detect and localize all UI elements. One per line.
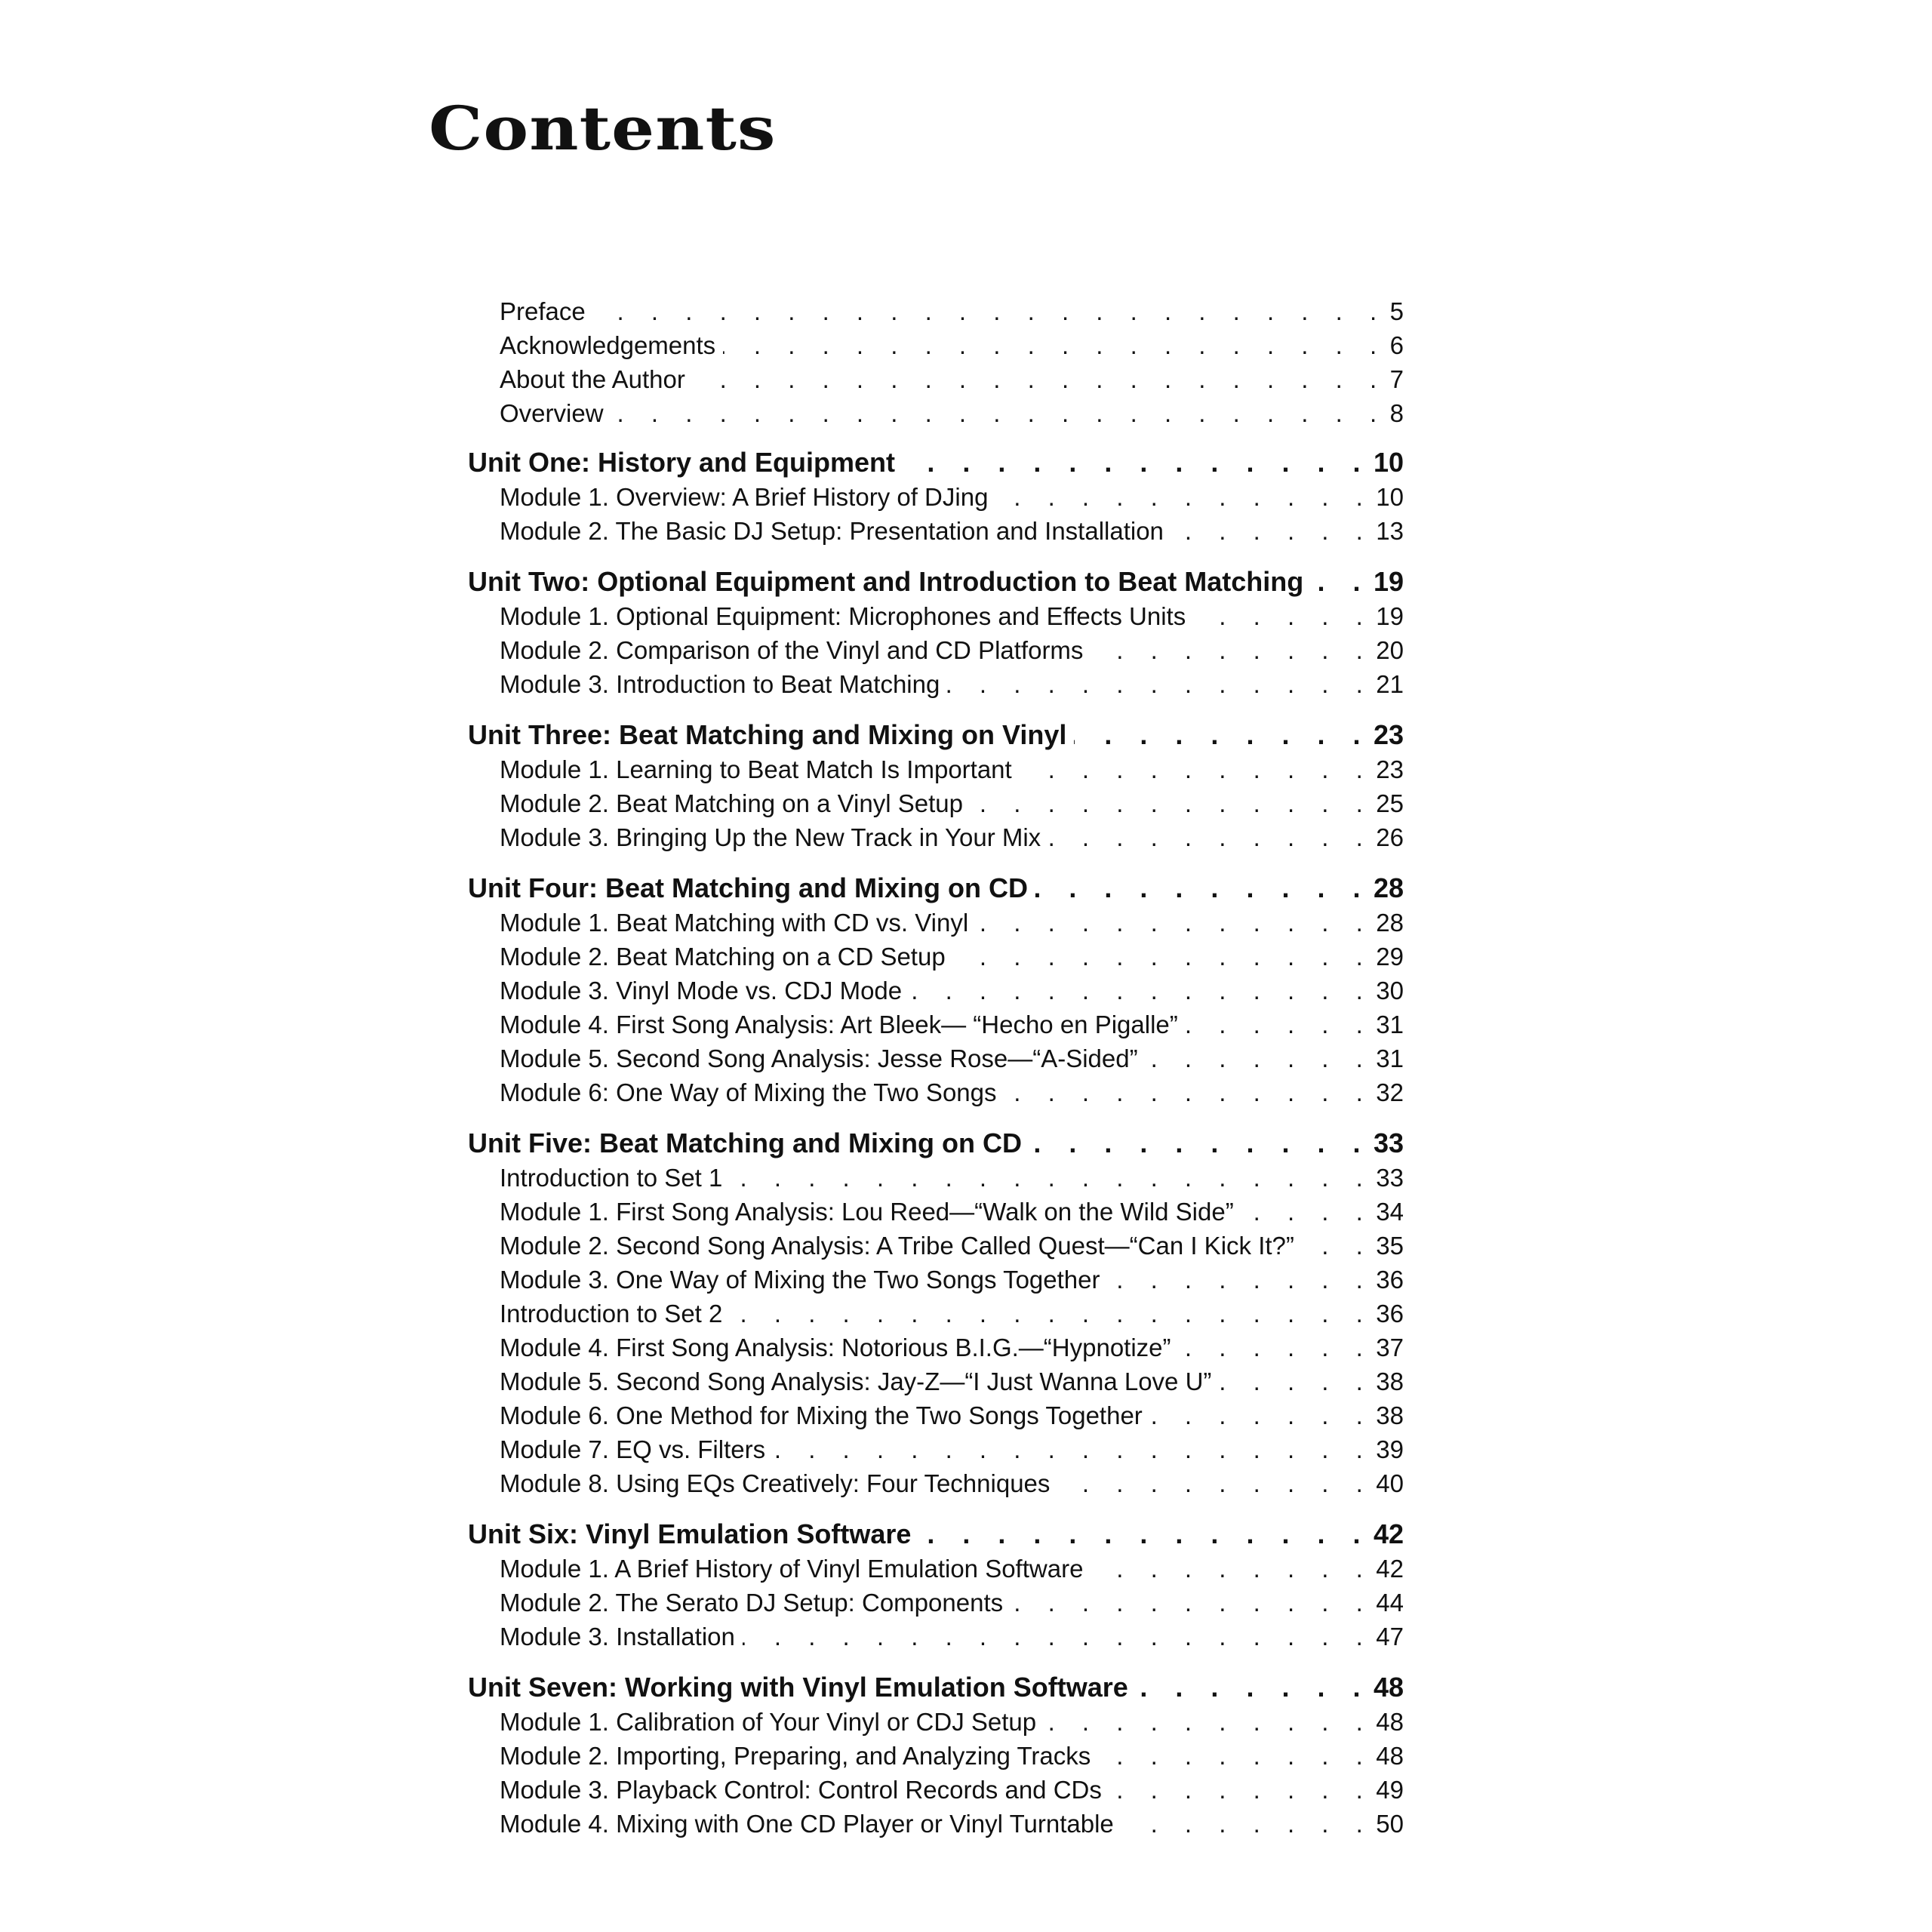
dot-leader — [693, 362, 1387, 396]
dot-leader — [1057, 1466, 1373, 1500]
unit-heading-label: Unit Five: Beat Matching and Mixing on CD — [468, 1128, 1023, 1158]
dot-leader — [1302, 1229, 1373, 1263]
dot-leader — [918, 1517, 1371, 1552]
module-entry — [468, 1773, 1404, 1807]
module-entry-label: Module 7. EQ vs. Filters — [500, 1435, 766, 1463]
module-entry-page-number: 38 — [1376, 1367, 1404, 1395]
module-entry-label: Module 6: One Way of Mixing the Two Songs — [500, 1078, 997, 1106]
module-entry-page-number: 32 — [1376, 1078, 1404, 1106]
module-entry-label: Module 1. Learning to Beat Match Is Important — [500, 755, 1012, 783]
unit-heading-page-number: 23 — [1373, 719, 1404, 750]
module-entry — [468, 1331, 1404, 1364]
module-entry-label: Module 1. A Brief History of Vinyl Emulation Software — [500, 1555, 1084, 1583]
front-matter-entry-label: Preface — [500, 297, 586, 325]
module-entry-label: Module 2. Importing, Preparing, and Analyzing Tracks — [500, 1742, 1091, 1770]
module-entry — [468, 1807, 1404, 1841]
dot-leader — [730, 1161, 1373, 1195]
module-entry-page-number: 23 — [1376, 755, 1404, 783]
module-entry-label: Module 1. First Song Analysis: Lou Reed—“Walk on the Wild Side” — [500, 1198, 1234, 1226]
dot-leader — [947, 667, 1373, 701]
unit-heading-label: Unit One: History and Equipment — [468, 447, 896, 478]
module-entry — [468, 1466, 1404, 1500]
front-matter-entry-page-number: 5 — [1389, 297, 1404, 325]
unit-heading — [468, 565, 1404, 599]
front-matter-entry-page-number: 7 — [1389, 365, 1404, 393]
module-entry-page-number: 30 — [1376, 977, 1404, 1004]
dot-leader — [903, 445, 1371, 480]
module-entry-label: Module 5. Second Song Analysis: Jesse Rose—“A-Sided” — [500, 1044, 1138, 1072]
dot-leader — [1020, 752, 1374, 786]
module-entry — [468, 940, 1404, 974]
unit-heading-page-number: 48 — [1373, 1672, 1404, 1703]
dot-leader — [1186, 1008, 1374, 1041]
front-matter-section — [468, 294, 1404, 430]
module-entry-label: Introduction to Set 1 — [500, 1164, 723, 1192]
dot-leader — [723, 328, 1386, 362]
front-matter-entry-page-number: 8 — [1389, 399, 1404, 427]
module-entry-label: Module 5. Second Song Analysis: Jay-Z—“I Just Wanna Love U” — [500, 1367, 1212, 1395]
module-entry-page-number: 25 — [1376, 789, 1404, 817]
module-entry-page-number: 28 — [1376, 909, 1404, 937]
dot-leader — [1146, 1041, 1374, 1075]
module-entry — [468, 633, 1404, 667]
module-entry — [468, 1008, 1404, 1041]
dot-leader — [1091, 633, 1373, 667]
module-entry-label: Module 4. First Song Analysis: Notorious B.I.G.—“Hypnotize” — [500, 1334, 1171, 1361]
module-entry-page-number: 36 — [1376, 1266, 1404, 1294]
dot-leader — [1074, 718, 1371, 752]
module-entry-page-number: 37 — [1376, 1334, 1404, 1361]
dot-leader — [1044, 1705, 1373, 1739]
unit-heading — [468, 718, 1404, 752]
dot-leader — [730, 1297, 1373, 1331]
module-entry — [468, 480, 1404, 514]
unit-heading-label: Unit Seven: Working with Vinyl Emulation Software — [468, 1672, 1128, 1703]
dot-leader — [1219, 1364, 1373, 1398]
module-entry — [468, 1398, 1404, 1432]
unit-heading-label: Unit Three: Beat Matching and Mixing on Vinyl — [468, 719, 1067, 750]
module-entry — [468, 1586, 1404, 1620]
module-entry-label: Module 2. The Serato DJ Setup: Components — [500, 1589, 1004, 1617]
module-entry-page-number: 31 — [1376, 1044, 1404, 1072]
module-entry-page-number: 42 — [1376, 1555, 1404, 1583]
module-entry-page-number: 31 — [1376, 1011, 1404, 1038]
front-matter-entry — [468, 294, 1404, 328]
dot-leader — [909, 974, 1373, 1008]
module-entry — [468, 1075, 1404, 1109]
module-entry-label: Module 1. Overview: A Brief History of DJing — [500, 483, 989, 511]
unit-heading — [468, 1126, 1404, 1161]
dot-leader — [1121, 1807, 1374, 1841]
dot-leader — [1035, 871, 1371, 906]
unit-heading-page-number: 42 — [1373, 1518, 1404, 1549]
unit-section — [468, 1517, 1404, 1654]
module-entry — [468, 1229, 1404, 1263]
module-entry-page-number: 48 — [1376, 1708, 1404, 1736]
module-entry-page-number: 29 — [1376, 943, 1404, 971]
unit-heading — [468, 1517, 1404, 1552]
unit-section — [468, 1670, 1404, 1841]
module-entry-page-number: 21 — [1376, 670, 1404, 698]
front-matter-entry-label: Overview — [500, 399, 604, 427]
module-entry-page-number: 40 — [1376, 1469, 1404, 1497]
unit-heading-page-number: 28 — [1373, 872, 1404, 903]
dot-leader — [1136, 1670, 1371, 1705]
module-entry-label: Module 3. Vinyl Mode vs. CDJ Mode — [500, 977, 903, 1004]
module-entry — [468, 786, 1404, 820]
front-matter-entry-label: About the Author — [500, 365, 685, 393]
module-entry — [468, 974, 1404, 1008]
module-entry — [468, 820, 1404, 854]
dot-leader — [1150, 1398, 1374, 1432]
dot-leader — [743, 1620, 1373, 1654]
unit-heading — [468, 445, 1404, 480]
unit-heading-label: Unit Four: Beat Matching and Mixing on CD — [468, 872, 1028, 903]
module-entry-label: Module 3. Installation — [500, 1623, 735, 1651]
module-entry-page-number: 33 — [1376, 1164, 1404, 1192]
dot-leader — [1311, 565, 1371, 599]
dot-leader — [953, 940, 1374, 974]
dot-leader — [976, 906, 1373, 940]
module-entry-label: Module 3. Playback Control: Control Records and CDs — [500, 1776, 1102, 1804]
module-entry-label: Module 1. Optional Equipment: Microphones and Effects Units — [500, 602, 1186, 630]
dot-leader — [1091, 1552, 1373, 1586]
module-entry — [468, 906, 1404, 940]
module-entry-label: Module 1. Calibration of Your Vinyl or CDJ Setup — [500, 1708, 1037, 1736]
module-entry — [468, 1705, 1404, 1739]
unit-heading-page-number: 10 — [1373, 447, 1404, 478]
module-entry — [468, 1364, 1404, 1398]
module-entry-page-number: 10 — [1376, 483, 1404, 511]
dot-leader — [1098, 1739, 1373, 1773]
module-entry-label: Module 3. Introduction to Beat Matching — [500, 670, 940, 698]
module-entry-label: Module 3. Bringing Up the New Track in Your Mix — [500, 823, 1041, 851]
unit-section — [468, 565, 1404, 701]
unit-heading — [468, 871, 1404, 906]
module-entry-label: Module 6. One Method for Mixing the Two Songs Together — [500, 1401, 1143, 1429]
module-entry — [468, 1432, 1404, 1466]
unit-section — [468, 445, 1404, 548]
unit-heading — [468, 1670, 1404, 1705]
module-entry-label: Module 2. Second Song Analysis: A Tribe Called Quest—“Can I Kick It?” — [500, 1232, 1294, 1260]
dot-leader — [995, 480, 1373, 514]
unit-heading-page-number: 19 — [1373, 566, 1404, 597]
module-entry-label: Module 4. Mixing with One CD Player or Vinyl Turntable — [500, 1810, 1114, 1838]
module-entry-page-number: 49 — [1376, 1776, 1404, 1804]
module-entry — [468, 514, 1404, 548]
module-entry-page-number: 44 — [1376, 1589, 1404, 1617]
front-matter-entry-page-number: 6 — [1389, 331, 1404, 359]
module-entry-page-number: 39 — [1376, 1435, 1404, 1463]
module-entry — [468, 1297, 1404, 1331]
dot-leader — [971, 786, 1373, 820]
table-of-contents — [468, 294, 1404, 1841]
module-entry-page-number: 34 — [1376, 1198, 1404, 1226]
dot-leader — [773, 1432, 1373, 1466]
module-entry-page-number: 26 — [1376, 823, 1404, 851]
module-entry-label: Module 3. One Way of Mixing the Two Songs Together — [500, 1266, 1100, 1294]
module-entry-label: Introduction to Set 2 — [500, 1300, 723, 1327]
front-matter-entry — [468, 396, 1404, 430]
unit-section — [468, 871, 1404, 1109]
module-entry-page-number: 48 — [1376, 1742, 1404, 1770]
unit-section — [468, 1126, 1404, 1500]
module-entry-page-number: 20 — [1376, 636, 1404, 664]
module-entry-page-number: 13 — [1376, 517, 1404, 545]
module-entry-label: Module 2. Beat Matching on a Vinyl Setup — [500, 789, 963, 817]
module-entry-page-number: 35 — [1376, 1232, 1404, 1260]
module-entry-page-number: 38 — [1376, 1401, 1404, 1429]
module-entry-page-number: 47 — [1376, 1623, 1404, 1651]
unit-heading-label: Unit Two: Optional Equipment and Introduction to Beat Matching — [468, 566, 1304, 597]
dot-leader — [593, 294, 1387, 328]
dot-leader — [1011, 1586, 1373, 1620]
dot-leader — [611, 396, 1387, 430]
module-entry-label: Module 2. Beat Matching on a CD Setup — [500, 943, 946, 971]
dot-leader — [1108, 1263, 1374, 1297]
module-entry — [468, 752, 1404, 786]
module-entry-label: Module 2. Comparison of the Vinyl and CD Platforms — [500, 636, 1084, 664]
module-entry-label: Module 1. Beat Matching with CD vs. Vinyl — [500, 909, 969, 937]
dot-leader — [1179, 1331, 1374, 1364]
module-entry-page-number: 19 — [1376, 602, 1404, 630]
module-entry — [468, 1195, 1404, 1229]
module-entry-page-number: 36 — [1376, 1300, 1404, 1327]
dot-leader — [1171, 514, 1373, 548]
module-entry-page-number: 50 — [1376, 1810, 1404, 1838]
module-entry — [468, 1739, 1404, 1773]
unit-heading-label: Unit Six: Vinyl Emulation Software — [468, 1518, 912, 1549]
dot-leader — [1109, 1773, 1373, 1807]
module-entry — [468, 1161, 1404, 1195]
dot-leader — [1241, 1195, 1374, 1229]
dot-leader — [1193, 599, 1373, 633]
module-entry — [468, 1041, 1404, 1075]
module-entry — [468, 1263, 1404, 1297]
dot-leader — [1004, 1075, 1374, 1109]
front-matter-entry — [468, 362, 1404, 396]
module-entry-label: Module 2. The Basic DJ Setup: Presentation and Installation — [500, 517, 1164, 545]
unit-section — [468, 718, 1404, 854]
module-entry-label: Module 8. Using EQs Creatively: Four Techniques — [500, 1469, 1051, 1497]
module-entry — [468, 667, 1404, 701]
front-matter-entry-label: Acknowledgements — [500, 331, 716, 359]
unit-heading-page-number: 33 — [1373, 1128, 1404, 1158]
module-entry — [468, 1620, 1404, 1654]
page-title: Contents — [429, 93, 777, 164]
dot-leader — [1029, 1126, 1371, 1161]
module-entry — [468, 1552, 1404, 1586]
dot-leader — [1048, 820, 1373, 854]
module-entry — [468, 599, 1404, 633]
front-matter-entry — [468, 328, 1404, 362]
module-entry-label: Module 4. First Song Analysis: Art Bleek— “Hecho en Pigalle” — [500, 1011, 1178, 1038]
